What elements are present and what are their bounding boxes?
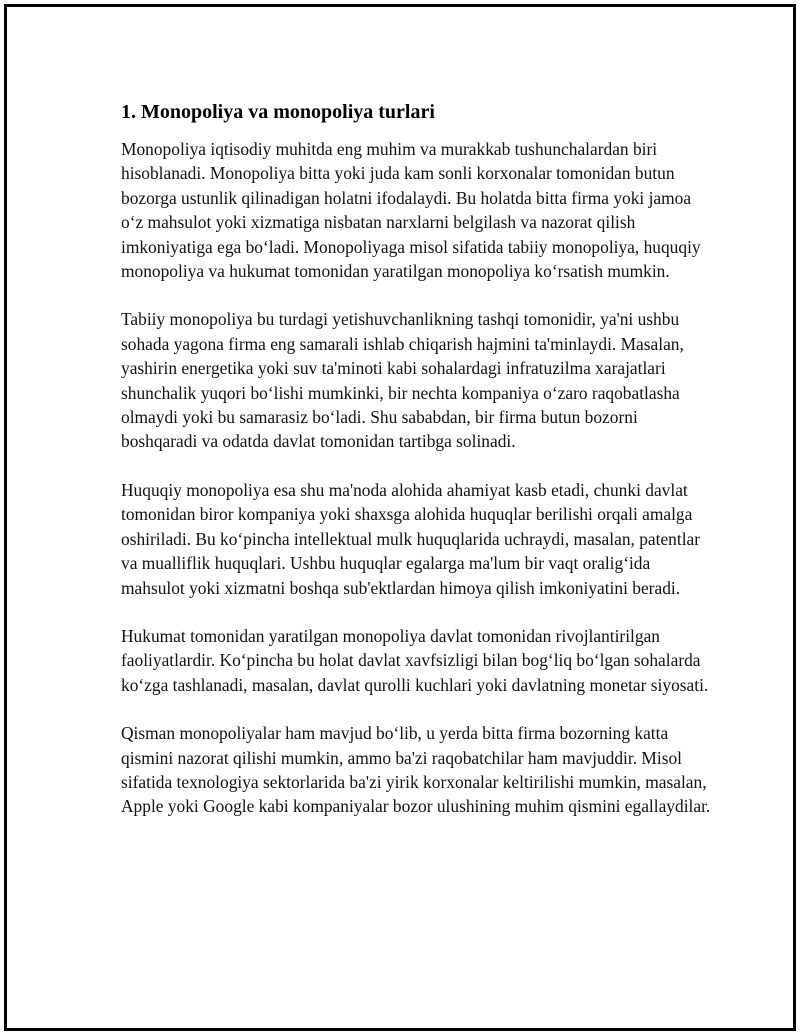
paragraph-partial-monopoly: Qisman monopoliyalar ham mavjud bo‘lib, u yerda bitta firma bozorning katta qismini nazorat qilishi mumkin, ammo ba'zi raqobatchilar ham mavjuddir. Misol sifatida texnologiya sektorlarida ba'zi yirik korxonalar keltirilishi mumkin, masalan, Apple yoki Google kabi kompaniyalar bozor ulushining muhim qismini egallaydilar. <box>121 723 711 817</box>
paragraph-definition: Monopoliya iqtisodiy muhitda eng muhim va murakkab tushunchalardan biri hisoblanadi. Monopoliya bitta yoki juda kam sonli korxonalar tomonidan butun bozorga ustunlik qilinadigan holatni ifodalaydi. Bu holatda bitta firma yoki jamoa o‘z mahsulot yoki xizmatiga nisbatan narxlarni belgilash va nazorat qilish imkoniyatiga ega bo‘ladi. Monopoliyaga misol sifatida tabiiy monopoliya, huquqiy monopoliya va hukumat tomonidan yaratilgan monopoliya ko‘rsatish mumkin. <box>121 139 701 282</box>
section-heading: 1. Monopoliya va monopoliya turlari <box>121 101 435 123</box>
document-page <box>4 4 796 1031</box>
paragraph-natural-monopoly: Tabiiy monopoliya bu turdagi yetishuvchanlikning tashqi tomonidir, ya'ni ushbu sohada yagona firma eng samarali ishlab chiqarish hajmini ta'minlaydi. Masalan, yashirin energetika yoki suv ta'minoti kabi sohalardagi infratuzilma xarajatlari shunchalik yuqori bo‘lishi mumkinki, bir nechta kompaniya o‘zaro raqobatlasha olmaydi yoki bu samarasiz bo‘ladi. Shu sababdan, bir firma butun bozorni boshqaradi va odatda davlat tomonidan tartibga solinadi. <box>121 309 684 452</box>
paragraph-legal-monopoly: Huquqiy monopoliya esa shu ma'noda alohida ahamiyat kasb etadi, chunki davlat tomonidan biror kompaniya yoki shaxsga alohida huquqlar berilishi orqali amalga oshiriladi. Bu ko‘pincha intellektual mulk huquqlarida uchraydi, masalan, patentlar va mualliflik huquqlari. Ushbu huquqlar egalarga ma'lum bir vaqt oralig‘ida mahsulot yoki xizmatni boshqa sub'ektlardan himoya qilish imkoniyatini beradi. <box>121 479 701 598</box>
paragraph-government-monopoly: Hukumat tomonidan yaratilgan monopoliya davlat tomonidan rivojlantirilgan faoliyatlardir. Ko‘pincha bu holat davlat xavfsizligi bilan bog‘liq bo‘lgan sohalarda ko‘zga tashlanadi, masalan, davlat qurolli kuchlari yoki davlatning monetar siyosati. <box>121 625 709 695</box>
document-body <box>121 97 711 843</box>
